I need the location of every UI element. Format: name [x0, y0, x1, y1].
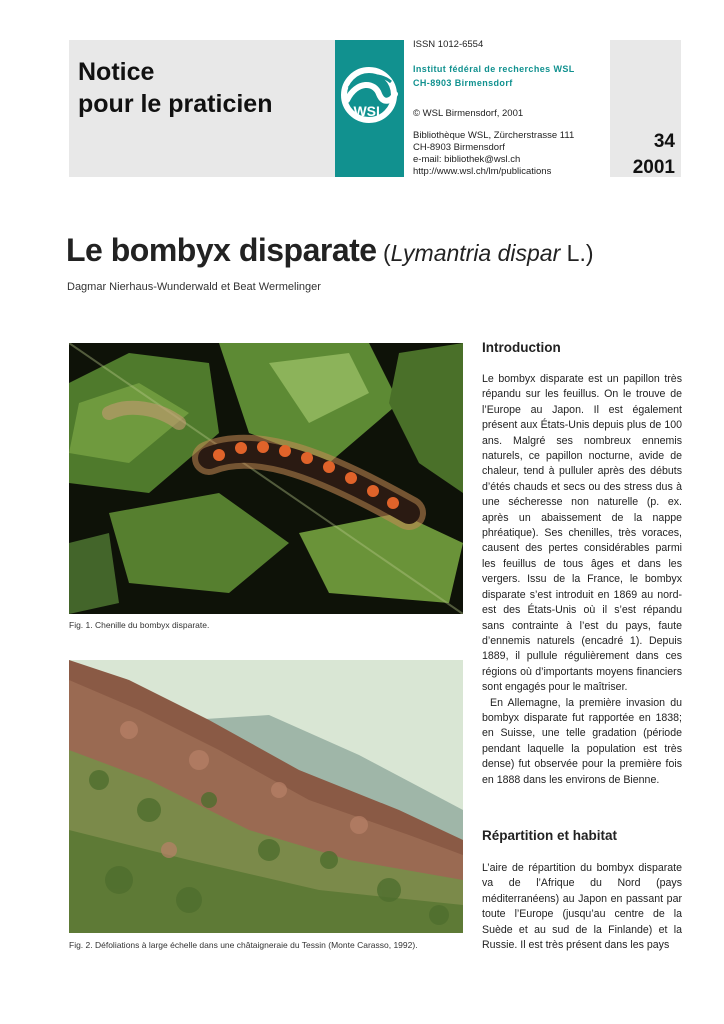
library-address: Bibliothèque WSL, Zürcherstrasse 111: [413, 130, 575, 141]
repartition-body: [482, 861, 682, 953]
issn: ISSN 1012-6554: [413, 39, 484, 50]
paragraph: Le bombyx disparate est un papillon très répandu sur les feuillus. On le trouve de l’Europe au Japon. Il est également présent aux États-Unis depuis plus de 100 ans. Malgré ses nombreux ennemis naturels, ce papillon nocturne, avide de chaleur, tend à pulluler après des débuts d’étés chauds et secs ou des stress dus à une sécheresse non naturelle (p. ex. après un abaissement de la nappe phréatique). Ses chenilles, très voraces, causent des pertes considérables parmi les feuillus de tous âges et dans les vergers. Issu de la France, le bombyx disparate s’est introduit en 1869 au nord-est des États-Unis où il s’est répandu sans contrainte à l’est du pays, faute d’ennemis naturels (encadré 1). Depuis 1889, il pullule régulièrement dans ces régions où d’importants moyens financiers sont engagés pour le maîtriser.: [482, 373, 682, 694]
series-line-2: pour le praticien: [78, 90, 273, 118]
institute-city: CH-8903 Birmensdorf: [413, 78, 513, 88]
issue-panel: [610, 40, 681, 177]
publications-link[interactable]: http://www.wsl.ch/lm/publications: [413, 166, 552, 177]
logo-text: WSL: [353, 103, 385, 119]
series-title: [78, 56, 272, 120]
library-email[interactable]: e-mail: bibliothek@wsl.ch: [413, 154, 521, 165]
paragraph: En Allemagne, la première invasion du bombyx disparate fut rapportée en 1838; en Suisse, une telle gradation (période pendant laquelle la population est très dense) fut observée pour la première fois en 1888 dans les environs de Bienne.: [482, 696, 682, 786]
wsl-logo: [335, 40, 404, 177]
library-city: CH-8903 Birmensdorf: [413, 142, 505, 153]
article-title: [66, 232, 594, 269]
issue-year: 2001: [632, 157, 675, 178]
title-main: Le bombyx disparate: [66, 232, 377, 268]
paragraph: L’aire de répartition du bombyx disparate va de l’Afrique du Nord (pays méditerranéens) au Japon en passant par toute l’Europe (jusqu’au centre de la Suède et au sud de la Finlande) et la Russie. Il est très présent dans les pays: [482, 862, 682, 952]
wsl-swirl-icon: [335, 40, 404, 177]
institute-name: Institut fédéral de recherches WSL: [413, 64, 575, 74]
authors: Dagmar Nierhaus-Wunderwald et Beat Wermelinger: [67, 281, 321, 293]
figure-1-caption: Fig. 1. Chenille du bombyx disparate.: [69, 620, 210, 630]
copyright: © WSL Birmensdorf, 2001: [413, 108, 524, 119]
heading-introduction: Introduction: [482, 340, 561, 355]
figure-1-caterpillar-photo: [69, 343, 463, 614]
figure-2-hillside-photo: [69, 660, 463, 933]
title-latin: Lymantria dispar: [390, 240, 561, 266]
heading-repartition-habitat: Répartition et habitat: [482, 828, 618, 843]
series-line-1: Notice: [78, 58, 155, 86]
issue-number: 34: [653, 131, 675, 152]
introduction-body: [482, 372, 682, 788]
title-paren-open: (: [376, 240, 391, 266]
title-paren-close: L.): [560, 240, 594, 266]
title-subtitle: [377, 240, 594, 266]
figure-2-caption: Fig. 2. Défoliations à large échelle dans une châtaigneraie du Tessin (Monte Carasso, 1992).: [69, 940, 418, 950]
